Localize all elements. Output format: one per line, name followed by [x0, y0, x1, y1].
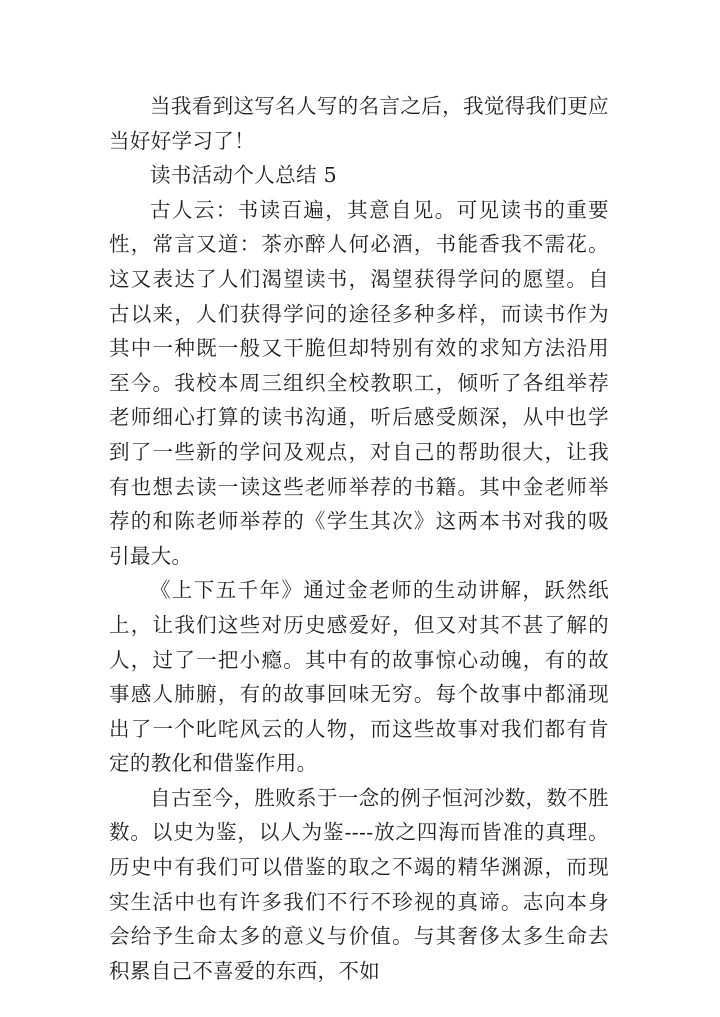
section-heading: 读书活动个人总结 5: [150, 163, 338, 188]
paragraph-intro: 当我看到这写名人写的名言之后，我觉得我们更应当好好学习了！: [109, 94, 609, 153]
paragraph-3: 自古至今，胜败系于一念的例子恒河沙数，数不胜数。以史为鉴，以人为鉴----放之四海而皆准的真理。历史中有我们可以借鉴的取之不竭的精华渊源，而现实生活中也有许多我们不行不珍视的真谛。志向本身会给予生命太多的意义与价值。与其奢侈太多生命去积累自己不喜爱的东西，不如: [109, 785, 609, 983]
paragraph-1: 古人云：书读百遍，其意自见。可见读书的重要性，常言又道：茶亦醉人何必酒，书能香我不需花。这又表达了人们渴望读书，渴望获得学问的愿望。自古以来，人们获得学问的途径多种多样，而读书作为其中一种既一般又干脆但却特别有效的求知方法沿用至今。我校本周三组织全校教职工，倾听了各组举荐老师细心打算的读书沟通，听后感受颇深，从中也学到了一些新的学问及观点，对自己的帮助很大，让我有也想去读一读这些老师举荐的书籍。其中金老师举荐的和陈老师举荐的《学生其次》这两本书对我的吸引最大。: [109, 197, 609, 568]
paragraph-2: 《上下五千年》通过金老师的生动讲解，跃然纸上，让我们这些对历史感爱好，但又对其不甚了解的人，过了一把小瘾。其中有的故事惊心动魄，有的故事感人肺腑，有的故事回味无穷。每个故事中都涌现出了一个叱咤风云的人物，而这些故事对我们都有肯定的教化和借鉴作用。: [109, 578, 609, 776]
document-body: [109, 89, 609, 988]
